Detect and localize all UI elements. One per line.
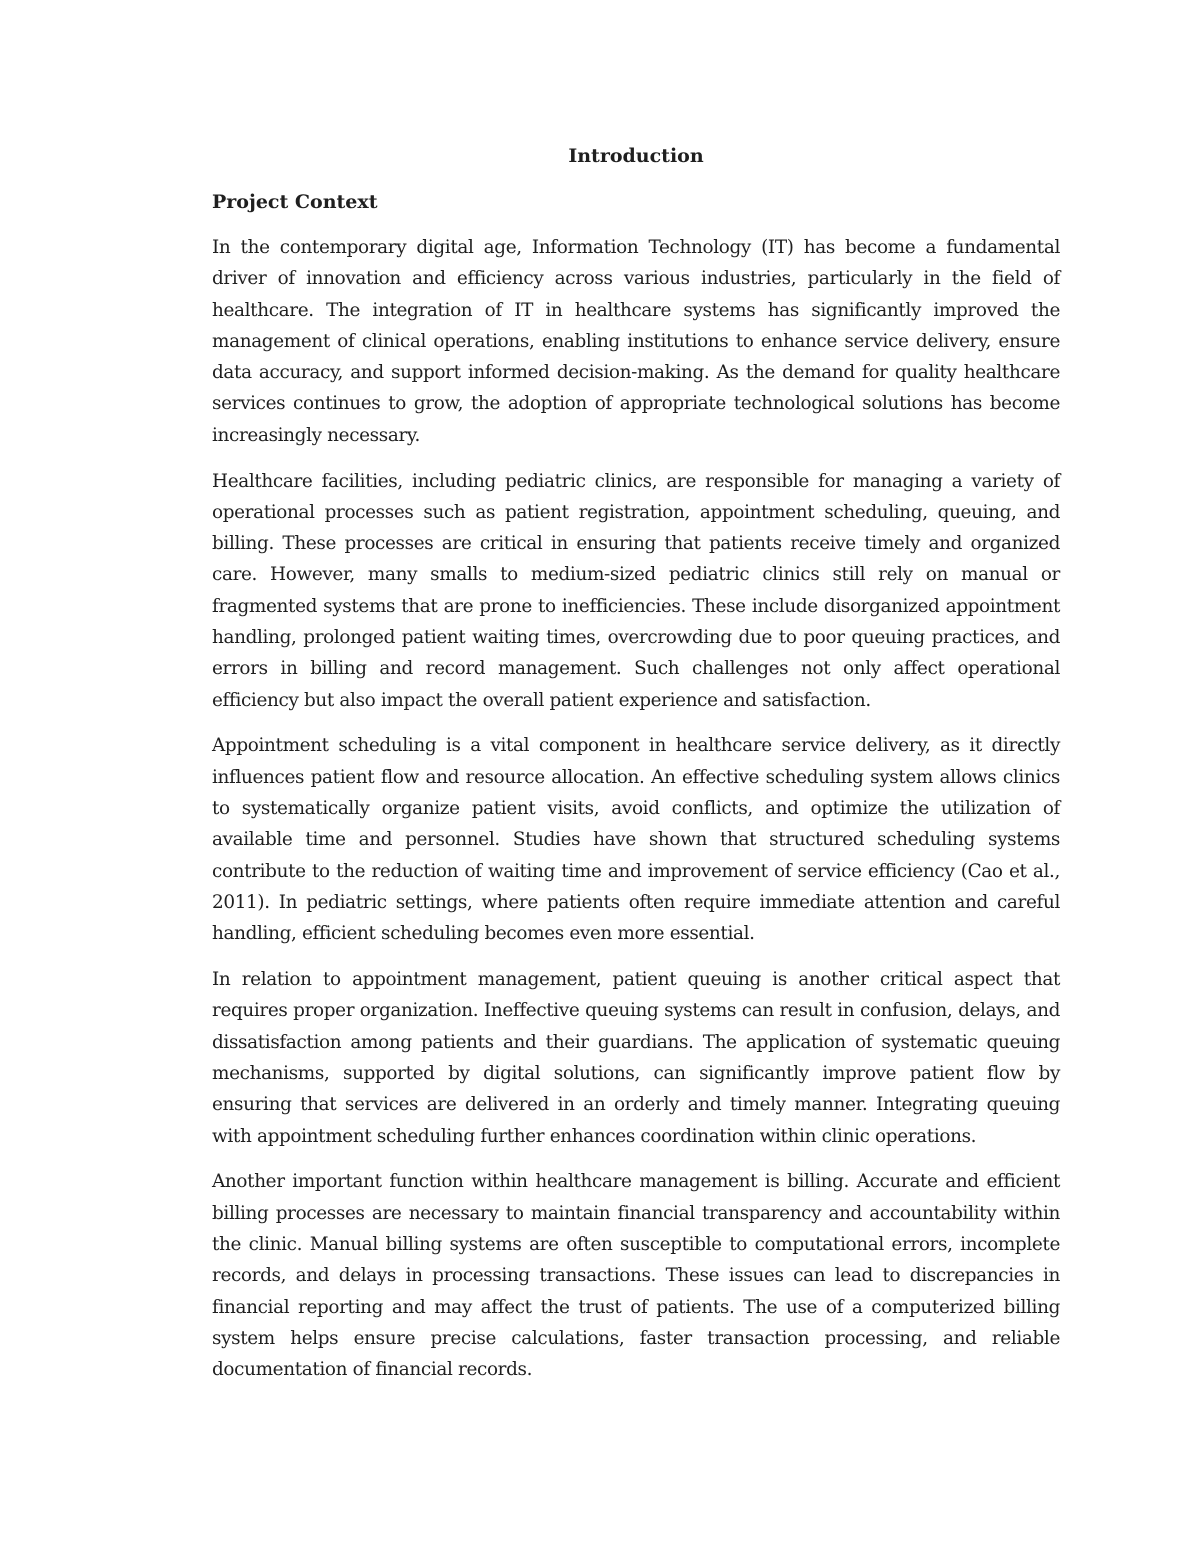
paragraph-4: In relation to appointment management, patient queuing is another critical aspect that requires proper organization. Ineffective queuing systems can result in confusion, delays, and dissatisfaction among patients and their guardians. The application of systematic queuing mechanisms, supported by digital solutions, can significantly improve patient flow by ensuring that services are delivered in an orderly and timely manner. Integrating queuing with appointment scheduling further enhances coordination within clinic operations. bbox=[212, 969, 1060, 1147]
page-title: Introduction bbox=[568, 145, 704, 167]
section-heading: Project Context bbox=[212, 191, 378, 213]
paragraph-3: Appointment scheduling is a vital component in healthcare service delivery, as it directly influences patient flow and resource allocation. An effective scheduling system allows clinics to systematically organize patient visits, avoid conflicts, and optimize the utilization of available time and personnel. Studies have shown that structured scheduling systems contribute to the reduction of waiting time and improvement of service efficiency (Cao et al., 2011). In pediatric settings, where patients often require immediate attention and careful handling, efficient scheduling becomes even more essential. bbox=[212, 735, 1060, 945]
document-body bbox=[212, 140, 1060, 1400]
paragraph-5: Another important function within healthcare management is billing. Accurate and efficient billing processes are necessary to maintain financial transparency and accountability within the clinic. Manual billing systems are often susceptible to computational errors, incomplete records, and delays in processing transactions. These issues can lead to discrepancies in financial reporting and may affect the trust of patients. The use of a computerized billing system helps ensure precise calculations, faster transaction processing, and reliable documentation of financial records. bbox=[212, 1171, 1060, 1381]
paragraph-1: In the contemporary digital age, Information Technology (IT) has become a fundamental driver of innovation and efficiency across various industries, particularly in the field of healthcare. The integration of IT in healthcare systems has significantly improved the management of clinical operations, enabling institutions to enhance service delivery, ensure data accuracy, and support informed decision-making. As the demand for quality healthcare services continues to grow, the adoption of appropriate technological solutions has become increasingly necessary. bbox=[212, 237, 1060, 446]
paragraph-2: Healthcare facilities, including pediatric clinics, are responsible for managing a variety of operational processes such as patient registration, appointment scheduling, queuing, and billing. These processes are critical in ensuring that patients receive timely and organized care. However, many smalls to medium-sized pediatric clinics still rely on manual or fragmented systems that are prone to inefficiencies. These include disorganized appointment handling, prolonged patient waiting times, overcrowding due to poor queuing practices, and errors in billing and record management. Such challenges not only affect operational efficiency but also impact the overall patient experience and satisfaction. bbox=[212, 470, 1060, 711]
